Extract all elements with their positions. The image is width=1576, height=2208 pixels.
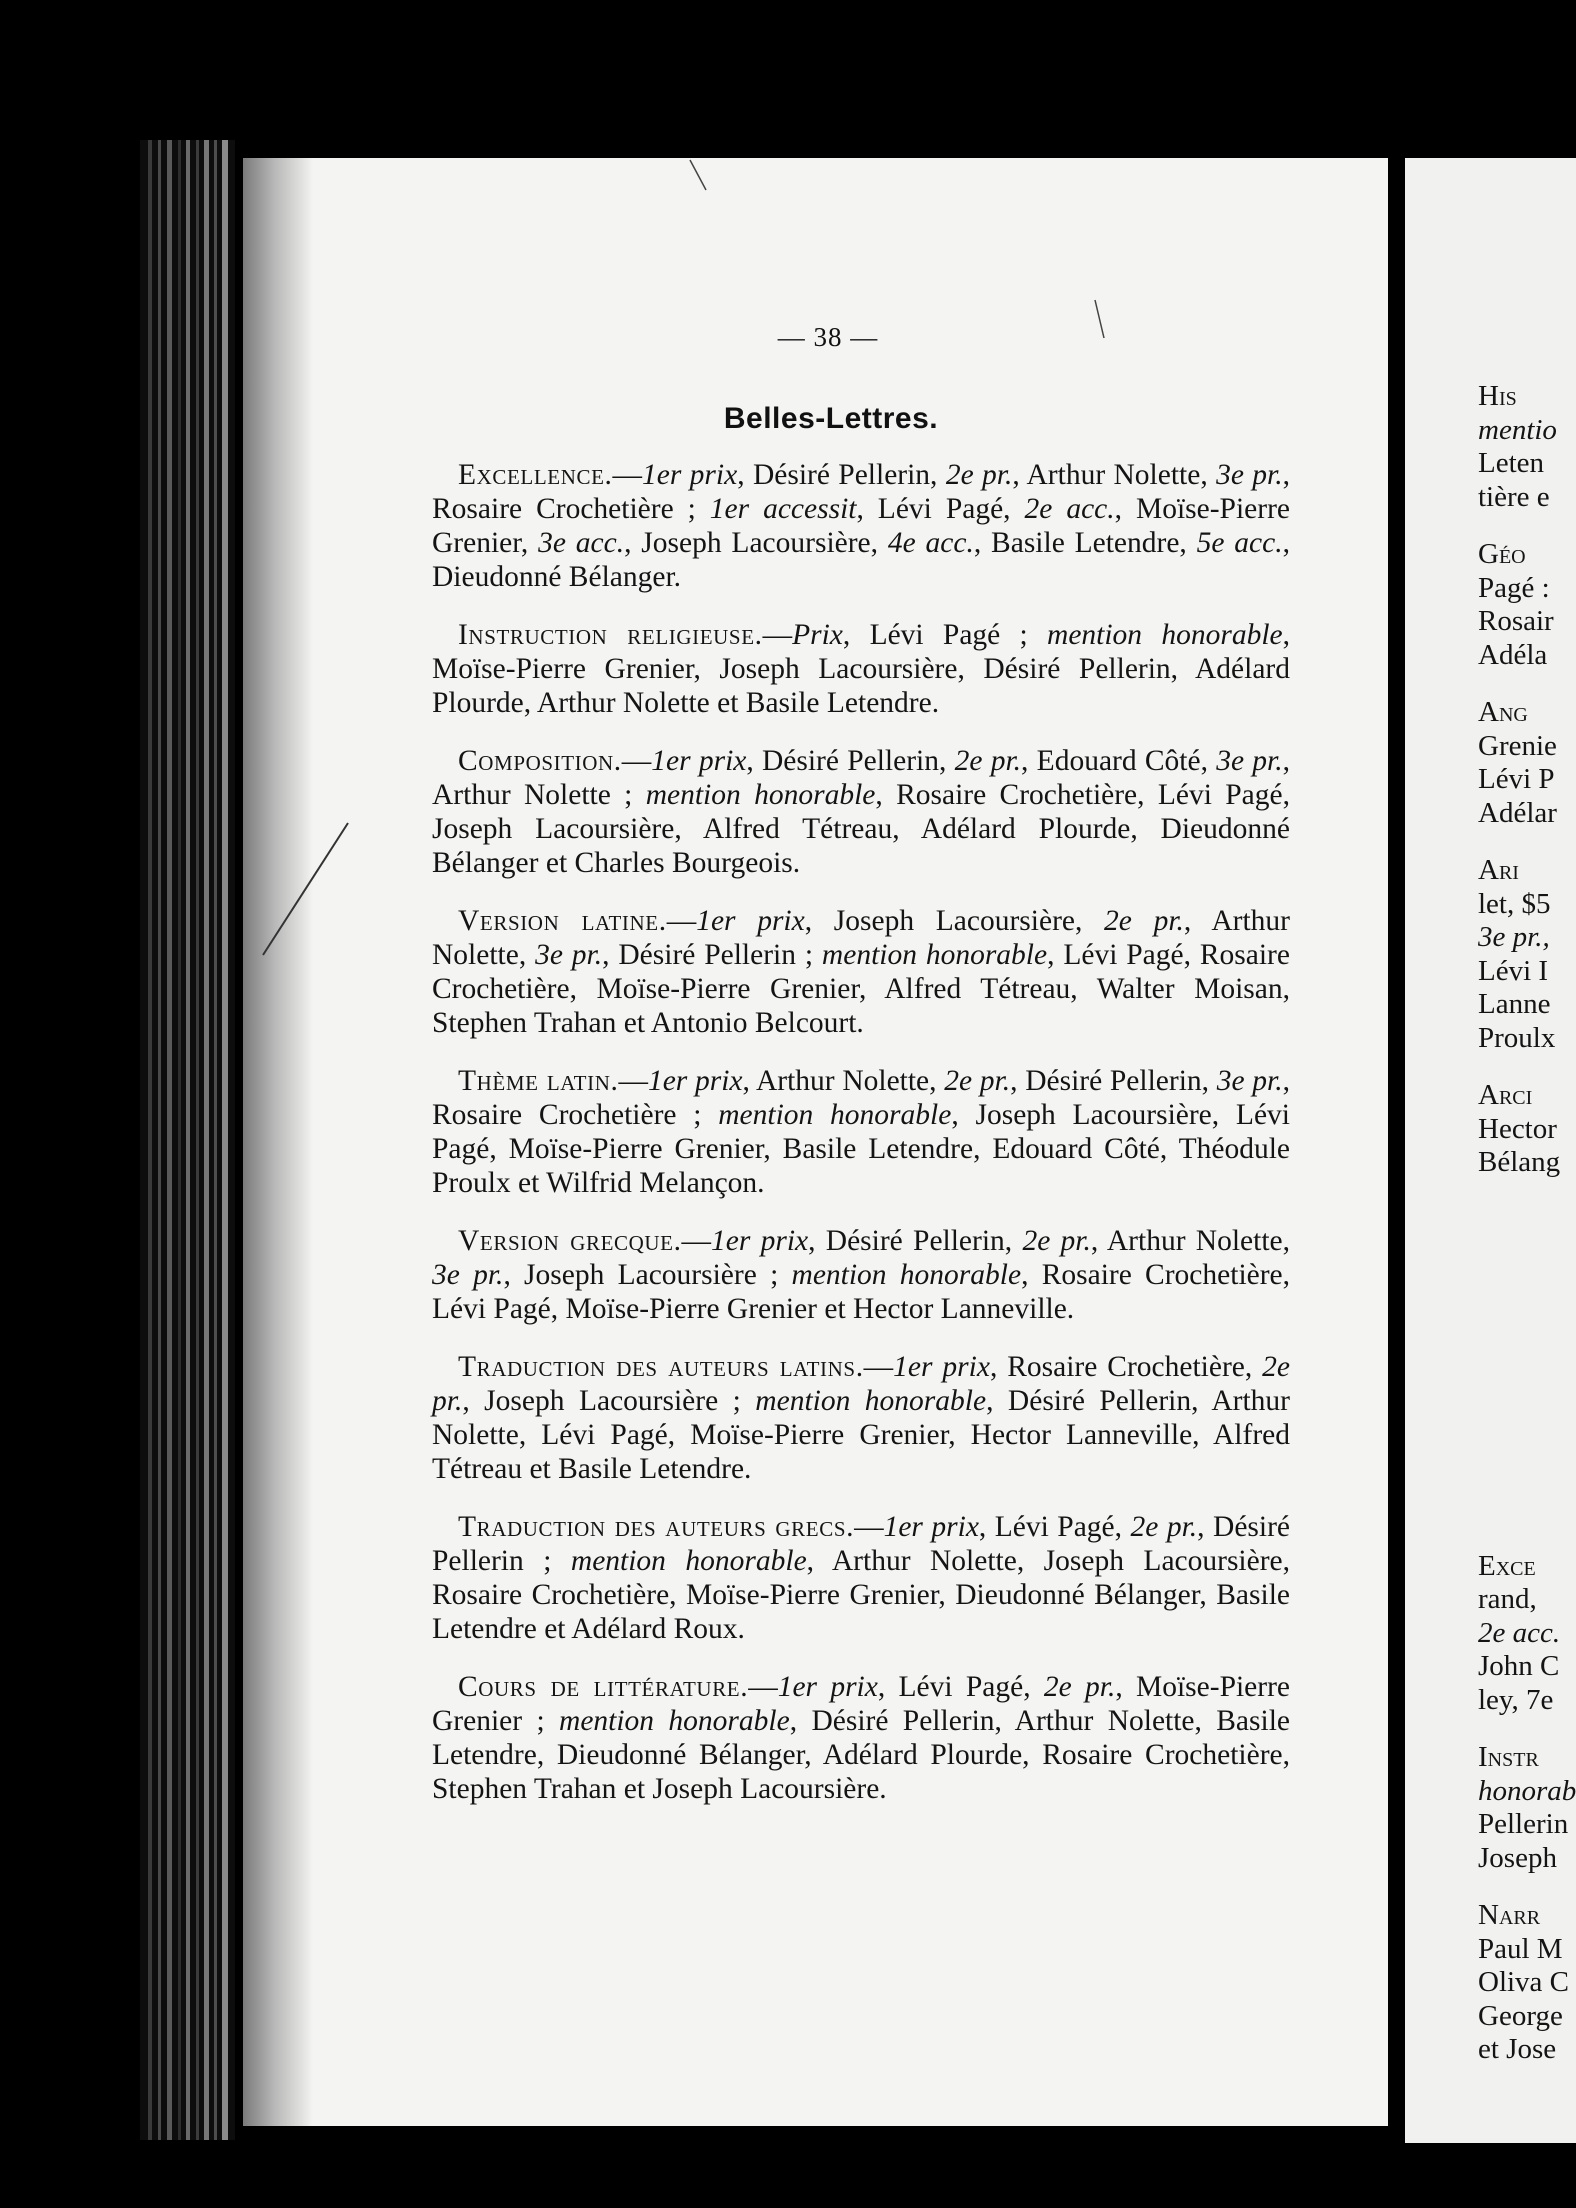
award-rank: 3e pr.: [1216, 745, 1283, 777]
pencil-mark: [263, 823, 348, 955]
award-rank: 1er prix: [647, 1065, 743, 1097]
award-names: , Lévi Pagé ;: [842, 619, 1048, 651]
award-names: , Dieudonné Bélanger.: [432, 527, 1290, 593]
award-names: —: [666, 905, 697, 937]
award-rank: 2e pr.: [954, 745, 1022, 777]
right-page-line: Adéla: [1478, 638, 1548, 671]
right-page-text: [1478, 380, 1576, 2067]
award-rank: 1er prix: [641, 459, 738, 491]
award-names: , Désiré Pellerin,: [1010, 1065, 1217, 1097]
award-rank: mention honorable: [559, 1705, 790, 1737]
award-rank: 3e pr.: [432, 1259, 504, 1291]
award-category: Excellence.: [458, 459, 613, 491]
award-names: , Rosaire Crochetière, Lévi Pagé, Joseph Lacoursière, Alfred Tétreau, Adélard Plourde, Dieudonné Bélanger et Charles Bourgeois.: [432, 779, 1290, 879]
right-page-line: rand,: [1478, 1583, 1537, 1615]
award-names: , Lévi Pagé,: [856, 493, 1025, 525]
award-names: —: [854, 1511, 884, 1543]
right-page-line: Exce: [1478, 1549, 1536, 1582]
award-category: Traduction des auteurs latins.: [458, 1351, 864, 1383]
right-page-line: Lévi P: [1478, 763, 1555, 795]
award-rank: 1er prix: [893, 1351, 990, 1383]
award-rank: 2e pr.: [944, 1065, 1011, 1097]
award-names: , Arthur Nolette,: [432, 905, 1290, 971]
right-page-line: Joseph: [1478, 1841, 1557, 1874]
award-category: Thème latin.: [458, 1065, 619, 1097]
award-names: , Désiré Pellerin,: [746, 745, 955, 777]
award-rank: 1er prix: [777, 1671, 878, 1703]
award-rank: 4e acc.: [887, 527, 974, 559]
right-page-line: Pagé :: [1478, 571, 1550, 604]
award-rank: mention honorable: [645, 779, 876, 811]
award-names: , Rosaire Crochetière ;: [432, 459, 1291, 525]
award-names: , Lévi Pagé,: [877, 1671, 1044, 1703]
right-page-line: His: [1478, 380, 1517, 412]
award-rank: 2e pr.: [945, 459, 1013, 491]
right-page-line: 3e pr.,: [1478, 921, 1550, 953]
award-paragraph: [432, 458, 1290, 594]
award-names: , Désiré Pellerin,: [737, 459, 946, 491]
award-names: , Arthur Nolette, Joseph Lacoursière, Rosaire Crochetière, Moïse-Pierre Grenier, Dieudonné Bélanger, Basile Letendre et Adélard Roux.: [432, 1545, 1291, 1645]
right-page-line: tière e: [1478, 480, 1550, 513]
award-names: —: [762, 619, 793, 651]
right-page-line: Ang: [1478, 696, 1528, 728]
page-number: — 38 —: [777, 322, 879, 352]
award-names: , Désiré Pellerin,: [808, 1225, 1023, 1257]
right-page-line: John C: [1478, 1650, 1560, 1682]
spacer: [1478, 1180, 1576, 1550]
award-paragraph: [432, 904, 1290, 1040]
spacer: [1478, 1875, 1576, 1899]
spacer: [1478, 514, 1576, 538]
award-rank: 3e pr.: [535, 939, 603, 971]
scan-speck: [690, 160, 706, 190]
award-names: , Edouard Côté,: [1021, 745, 1217, 777]
right-page-line: Proulx: [1478, 1021, 1556, 1054]
right-page-line: Grenie: [1478, 729, 1557, 762]
award-rank: 1er accessit: [709, 493, 857, 525]
award-names: —: [748, 1671, 778, 1703]
right-page-line: Leten: [1478, 447, 1545, 479]
award-names: , Arthur Nolette,: [1090, 1225, 1290, 1257]
award-rank: 1er prix: [651, 745, 747, 777]
right-page-line: Lévi I: [1478, 954, 1549, 987]
right-page-line: let, $5: [1478, 887, 1551, 920]
award-names: —: [618, 1065, 648, 1097]
award-names: , Joseph Lacoursière,: [804, 905, 1105, 937]
spacer: [1478, 672, 1576, 696]
award-names: , Basile Letendre,: [973, 527, 1197, 559]
award-category: Cours de littérature.: [458, 1671, 749, 1703]
award-paragraph: [432, 1510, 1290, 1646]
award-rank: 2e pr.: [432, 1351, 1290, 1417]
award-rank: 3e pr.: [1216, 1065, 1283, 1097]
award-names: , Rosaire Crochetière ;: [432, 1065, 1291, 1131]
award-rank: 3e pr.: [1216, 459, 1283, 491]
award-paragraph: [432, 1350, 1290, 1486]
right-page-line: Narr: [1478, 1899, 1541, 1931]
right-page-line: Arci: [1478, 1079, 1533, 1111]
award-category: Version latine.: [458, 905, 667, 937]
award-names: , Désiré Pellerin, Arthur Nolette, Lévi Pagé, Moïse-Pierre Grenier, Hector Lanneville, Alfred Tétreau et Basile Letendre.: [432, 1385, 1290, 1485]
right-page-line: 2e acc.: [1478, 1616, 1561, 1649]
award-names: , Désiré Pellerin ;: [432, 1511, 1291, 1577]
right-page-line: ley, 7e: [1478, 1683, 1554, 1716]
spacer: [1478, 830, 1576, 854]
right-page-line: Paul M: [1478, 1932, 1563, 1965]
right-page-line: Bélang: [1478, 1146, 1561, 1178]
award-names: , Rosaire Crochetière,: [989, 1351, 1263, 1383]
award-rank: 2e pr.: [1022, 1225, 1091, 1257]
award-rank: 1er prix: [883, 1511, 979, 1543]
award-names: , Joseph Lacoursière ;: [462, 1385, 756, 1417]
award-names: , Moïse-Pierre Grenier ;: [432, 1671, 1291, 1737]
award-names: , Joseph Lacoursière ;: [503, 1259, 792, 1291]
award-names: , Arthur Nolette,: [1012, 459, 1217, 491]
award-names: , Lévi Pagé, Rosaire Crochetière, Moïse-Pierre Grenier, Alfred Tétreau, Walter Moisan, Stephen Trahan et Antonio Belcourt.: [432, 939, 1290, 1039]
right-page-line: Adélar: [1478, 796, 1557, 829]
award-paragraph: [432, 744, 1290, 880]
award-rank: mention honorable: [570, 1545, 807, 1577]
award-rank: 1er prix: [711, 1225, 809, 1257]
award-rank: mention honorable: [821, 939, 1048, 971]
spacer: [1478, 1055, 1576, 1079]
award-names: , Désiré Pellerin ;: [602, 939, 822, 971]
award-names: , Moïse-Pierre Grenier, Joseph Lacoursière, Désiré Pellerin, Adélard Plourde, Arthur Nolette et Basile Letendre.: [432, 619, 1290, 719]
award-rank: 3e acc.: [538, 527, 625, 559]
right-page-line: mentio: [1478, 413, 1557, 446]
award-names: —: [612, 459, 642, 491]
right-page-line: honorab: [1478, 1774, 1576, 1807]
award-names: —: [863, 1351, 894, 1383]
right-page-line: Instr: [1478, 1741, 1539, 1773]
award-names: , Rosaire Crochetière, Lévi Pagé, Moïse-Pierre Grenier et Hector Lanneville.: [432, 1259, 1291, 1325]
right-page-line: Oliva C: [1478, 1966, 1570, 1998]
award-rank: 2e pr.: [1043, 1671, 1116, 1703]
award-category: Instruction religieuse.: [458, 619, 763, 651]
award-rank: mention honorable: [718, 1099, 952, 1131]
award-names: , Arthur Nolette ;: [432, 745, 1291, 811]
right-page-line: Ari: [1478, 854, 1519, 886]
right-page-line: et Jose: [1478, 2033, 1557, 2065]
award-category: Version grecque.: [458, 1225, 682, 1257]
right-page-line: Pellerin: [1478, 1808, 1569, 1840]
award-names: —: [681, 1225, 712, 1257]
award-rank: 2e acc.: [1024, 493, 1115, 525]
award-rank: 2e pr.: [1104, 905, 1184, 937]
right-page-line: Lanne: [1478, 988, 1551, 1020]
award-category: Traduction des auteurs grecs.: [458, 1511, 855, 1543]
award-names: , Joseph Lacoursière, Lévi Pagé, Moïse-Pierre Grenier, Basile Letendre, Edouard Côté, Théodule Proulx et Wilfrid Melançon.: [432, 1099, 1290, 1199]
award-rank: Prix: [792, 619, 843, 651]
right-page-line: Hector: [1478, 1112, 1557, 1145]
award-names: , Joseph Lacoursière,: [624, 527, 888, 559]
award-paragraph: [432, 618, 1290, 720]
award-rank: mention honorable: [791, 1259, 1022, 1291]
award-names: , Lévi Pagé,: [978, 1511, 1131, 1543]
award-paragraph: [432, 1670, 1290, 1806]
award-rank: mention honorable: [1047, 619, 1283, 651]
prize-list: [432, 458, 1290, 1830]
award-rank: 1er prix: [696, 905, 805, 937]
award-paragraph: [432, 1224, 1290, 1326]
right-page-line: Géo: [1478, 538, 1526, 570]
award-rank: 5e acc.: [1196, 527, 1283, 559]
award-names: , Arthur Nolette,: [742, 1065, 945, 1097]
award-rank: mention honorable: [755, 1385, 987, 1417]
award-names: , Moïse-Pierre Grenier,: [432, 493, 1290, 559]
spacer: [1478, 1717, 1576, 1741]
award-names: —: [621, 745, 652, 777]
section-title: Belles-Lettres.: [723, 402, 939, 435]
right-page-line: George: [1478, 1999, 1563, 2032]
award-category: Composition.: [458, 745, 622, 777]
award-names: , Désiré Pellerin, Arthur Nolette, Basile Letendre, Dieudonné Bélanger, Adélard Plourde, Rosaire Crochetière, Stephen Trahan et Joseph Lacoursière.: [432, 1705, 1290, 1805]
right-page-line: Rosair: [1478, 605, 1554, 637]
award-rank: 2e pr.: [1130, 1511, 1198, 1543]
award-paragraph: [432, 1064, 1290, 1200]
